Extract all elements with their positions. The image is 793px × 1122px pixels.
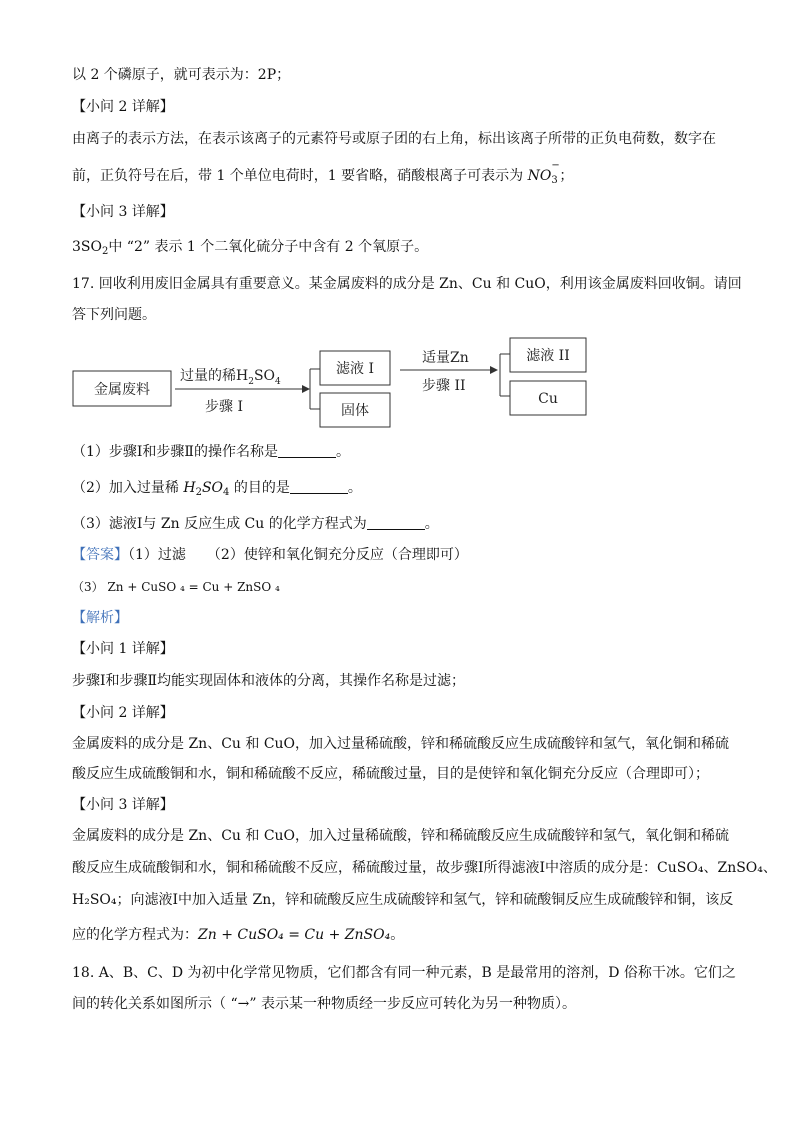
filtrate2-label: 滤液 II (526, 348, 570, 364)
answer-text: （1）过滤 （2）使锌和氧化铜充分反应（合理即可） (128, 547, 468, 563)
arrow2-bottom-label: 步骤 II (422, 378, 466, 394)
answer-blank[interactable] (367, 515, 425, 530)
question-text: 间的转化关系如图所示（ “→” 表示某一种物质经一步反应可转化为另一种物质）。 (72, 996, 576, 1012)
text-fragment: 中 “2” 表示 1 个二氧化硫分子中含有 2 个氧原子。 (108, 239, 429, 255)
text-line (72, 160, 574, 186)
section-heading: 【小问 3 详解】 (72, 797, 174, 813)
solid-label: 固体 (341, 403, 369, 419)
text-fragment: ； (559, 168, 574, 184)
question-text: 答下列问题。 (72, 307, 156, 323)
formula-part: SO (201, 480, 224, 496)
chemical-equation: Zn + CuSO₄ = Cu + ZnSO₄ (198, 927, 391, 943)
text-line (72, 238, 428, 261)
answer-line (72, 546, 468, 564)
arrow1-top-label: 过量的稀$H_2SO_4$ (180, 368, 281, 387)
text-line: 步骤Ⅰ和步骤Ⅱ均能实现固体和液体的分离，其操作名称是过滤； (72, 673, 466, 689)
formula-part: H (183, 480, 196, 496)
question-text: （3）滤液Ⅰ与 Zn 反应生成 Cu 的化学方程式为 (72, 516, 367, 532)
text-fragment: 。 (335, 444, 350, 460)
ion-charge: − (551, 160, 560, 171)
text-fragment: 。 (347, 480, 362, 496)
text-line (72, 926, 404, 944)
start-label: 金属废料 (94, 382, 150, 398)
subscript: 2 (195, 487, 202, 498)
question-text: （1）步骤Ⅰ和步骤Ⅱ的操作名称是 (72, 444, 278, 460)
text-fragment: 。 (390, 927, 405, 943)
filtrate1-label: 滤液 I (336, 361, 374, 377)
text-line: 金属废料的成分是 Zn、Cu 和 CuO，加入过量稀硫酸，锌和稀硫酸反应生成硫酸锌和氢气，氧化铜和稀硫 (72, 736, 730, 752)
question-item (72, 479, 362, 502)
text-fragment: 应的化学方程式为： (72, 927, 198, 943)
text-line: H₂SO₄；向滤液Ⅰ中加入适量 Zn，锌和硫酸反应生成硫酸锌和氢气，锌和硫酸铜反应生成硫酸锌和铜，该反 (72, 892, 734, 908)
cu-label: Cu (538, 391, 558, 407)
text-fragment: 的目的是 (229, 480, 290, 496)
subscript: 2 (101, 246, 109, 257)
arrowhead-step1 (302, 385, 310, 393)
formula: 3SO (72, 239, 102, 255)
question-text: 18. A、B、C、D 为初中化学常见物质，它们都含有同一种元素，B 是最常用的溶剂，D 俗称干冰。它们之 (72, 965, 736, 981)
ion-subscript: 3 (551, 175, 558, 186)
arrow2-top-label: 适量Zn (422, 350, 469, 366)
section-heading: 【小问 1 详解】 (72, 641, 174, 657)
analysis-label: 【解析】 (72, 610, 128, 626)
section-heading: 【小问 2 详解】 (72, 99, 174, 115)
question-text: 17. 回收利用废旧金属具有重要意义。某金属废料的成分是 Zn、Cu 和 CuO，利用该金属废料回收铜。请回 (72, 276, 742, 292)
arrow1-bottom-label: 步骤 I (205, 399, 243, 415)
text-line: 以 2 个磷原子，就可表示为：2P； (72, 67, 291, 83)
answer-blank[interactable] (290, 479, 348, 494)
answer-label: 【答案】 (72, 547, 128, 563)
text-fragment: 。 (424, 516, 439, 532)
nitrate-ion (527, 160, 560, 186)
process-flow-diagram (70, 334, 630, 434)
text-line: 酸反应生成硫酸铜和水，铜和稀硫酸不反应，稀硫酸过量，目的是使锌和氧化铜充分反应（合理即可）； (72, 766, 709, 782)
ion-formula: NO (527, 168, 552, 184)
flow-diagram-svg (70, 334, 630, 434)
text-line: 金属废料的成分是 Zn、Cu 和 CuO，加入过量稀硫酸，锌和稀硫酸反应生成硫酸锌和氢气，氧化铜和稀硫 (72, 828, 730, 844)
section-heading: 【小问 3 详解】 (72, 204, 174, 220)
section-heading: 【小问 2 详解】 (72, 705, 174, 721)
subscript: 4 (223, 487, 230, 498)
text-line: 酸反应生成硫酸铜和水，铜和稀硫酸不反应，稀硫酸过量，故步骤Ⅰ所得滤液Ⅰ中溶质的成分是：CuSO₄、ZnSO₄、 (72, 860, 777, 876)
question-text: （2）加入过量稀 (72, 480, 184, 496)
text-fragment: 前，正负符号在后，带 1 个单位电荷时，1 要省略，硝酸根离子可表示为 (72, 168, 528, 184)
answer-line: （3） Zn + CuSO ₄ = Cu + ZnSO ₄ (72, 580, 280, 594)
question-item (72, 515, 439, 533)
arrowhead-step2 (490, 366, 498, 374)
question-item (72, 443, 350, 461)
text-line: 由离子的表示方法，在表示该离子的元素符号或原子团的右上角，标出该离子所带的正负电荷数，数字在 (72, 131, 716, 147)
answer-blank[interactable] (278, 443, 336, 458)
